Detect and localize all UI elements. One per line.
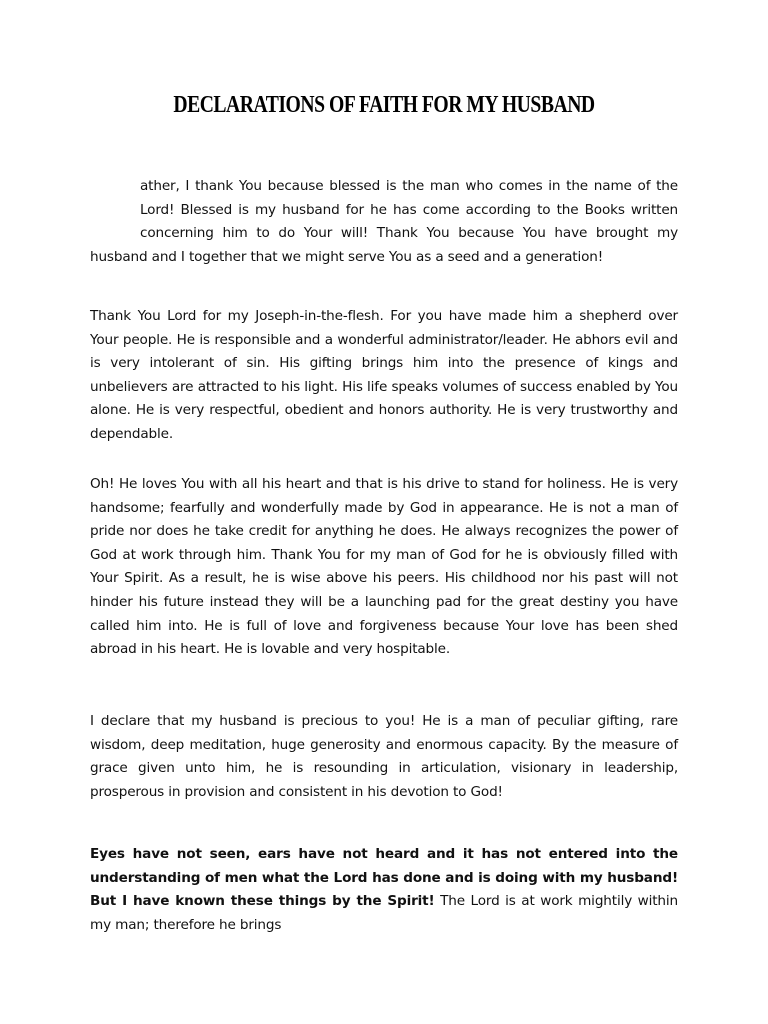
paragraph-1-line-2: Lord! Blessed is my husband for he has come according to the Books written [140,201,678,218]
paragraph-5-bold-text: Eyes have not seen, ears have not heard and it has not entered into the understanding of men what the Lord has done and is doing with my husband! But I have known these things by the Spirit! [90,846,678,910]
paragraph-5-regular-text: The Lord is at work mightily within my man; therefore he brings [90,893,678,933]
paragraph-1-line-3: concerning him to do Your will! Thank You because You have brought my [140,225,678,242]
paragraph-1-line-1: ather, I thank You because blessed is the man who comes in the name of the [140,178,678,194]
paragraph-1 [90,175,678,269]
paragraph-5 [90,843,678,937]
paragraph-4: I declare that my husband is precious to you! He is a man of peculiar gifting, rare wisdom, deep meditation, huge generosity and enormous capacity. By the measure of grace given unto him, he is resounding in articulation, visionary in leadership, prosperous in provision and consistent in his devotion to God! [90,713,678,800]
paragraph-3: Oh! He loves You with all his heart and that is his drive to stand for holiness. He is very handsome; fearfully and wonderfully made by God in appearance. He is not a man of pride nor does he take credit for anything he does. He always recognizes the power of God at work through him. Thank You for my man of God for he is obviously filled with Your Spirit. As a result, he is wise above his peers. His childhood nor his past will not hinder his future instead they will be a launching pad for the great destiny you have called him into. He is full of love and forgiveness because Your love has been shed abroad in his heart. He is lovable and very hospitable. [90,476,678,658]
paragraph-2: Thank You Lord for my Joseph-in-the-flesh. For you have made him a shepherd over Your people. He is responsible and a wonderful administrator/leader. He abhors evil and is very intolerant of sin. His gifting brings him into the presence of kings and unbelievers are attracted to his light. His life speaks volumes of success enabled by You alone. He is very respectful, obedient and honors authority. He is very trustworthy and dependable. [90,308,678,442]
document-title: DECLARATIONS OF FAITH FOR MY HUSBAND [173,92,595,118]
paragraph-1-line-4: husband and I together that we might serve You as a seed and a generation! [90,248,604,265]
